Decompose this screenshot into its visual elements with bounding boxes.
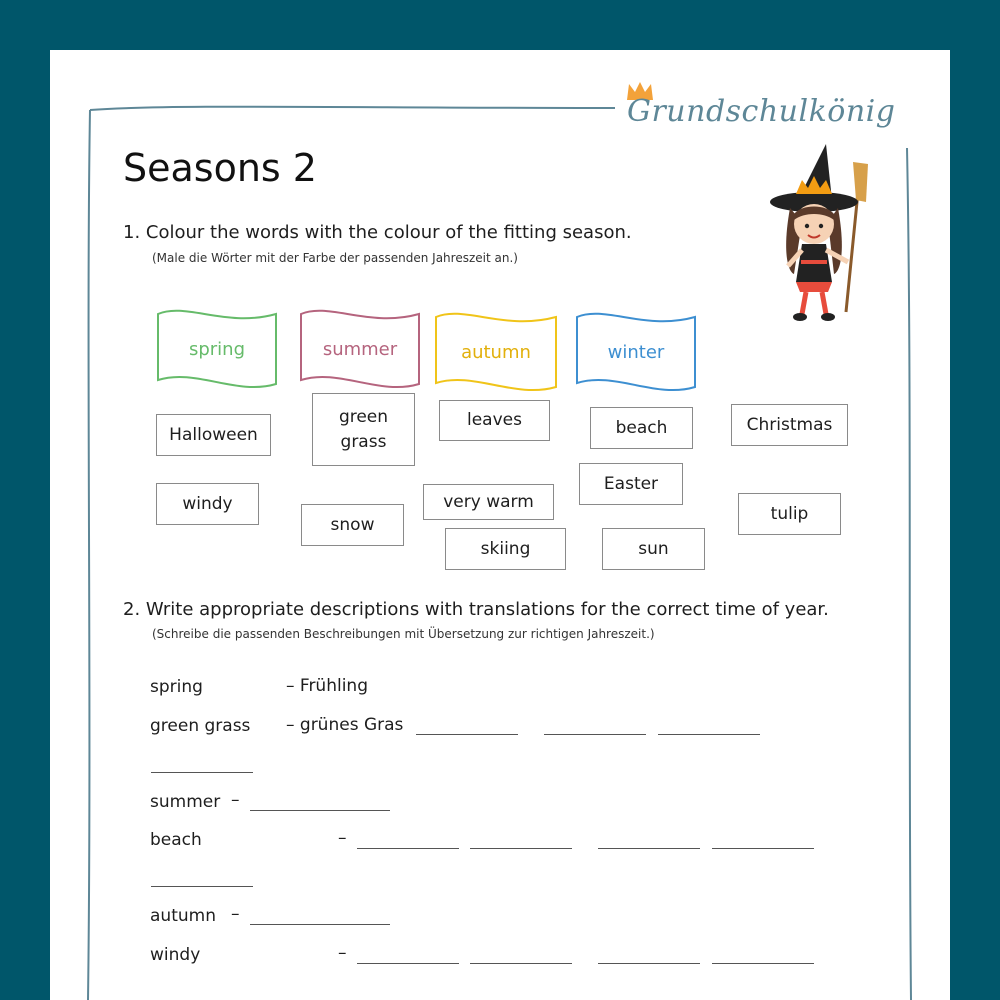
season-flag-autumn	[434, 311, 558, 393]
answer-blank[interactable]	[598, 963, 700, 964]
row-spring-translation: – Frühling	[286, 676, 368, 696]
season-label-autumn: autumn	[461, 341, 531, 363]
season-flag-spring	[156, 308, 278, 390]
dash: –	[338, 943, 347, 963]
answer-blank[interactable]	[250, 924, 390, 925]
answer-blank[interactable]	[712, 963, 814, 964]
word-box-green-grass[interactable]	[312, 393, 415, 466]
word-box-halloween[interactable]: Halloween	[156, 414, 271, 456]
answer-blank[interactable]	[357, 848, 459, 849]
word-box-windy[interactable]: windy	[156, 483, 259, 525]
answer-blank[interactable]	[470, 848, 572, 849]
answer-blank[interactable]	[470, 963, 572, 964]
worksheet	[50, 50, 950, 1000]
task-1-instruction: 1. Colour the words with the colour of the fitting season.	[123, 222, 632, 243]
answer-blank[interactable]	[151, 772, 253, 773]
word-box-beach[interactable]: beach	[590, 407, 693, 449]
row-summer-word: summer	[150, 792, 221, 812]
task-2-instruction: 2. Write appropriate descriptions with translations for the correct time of year.	[123, 599, 829, 620]
answer-blank[interactable]	[416, 734, 518, 735]
dash: –	[231, 904, 240, 924]
task-1-translation: (Male die Wörter mit der Farbe der passenden Jahreszeit an.)	[152, 251, 518, 265]
row-green-grass-word: green grass	[150, 716, 251, 736]
word-box-very-warm[interactable]: very warm	[423, 484, 554, 520]
season-flag-summer	[299, 308, 421, 390]
row-beach-word: beach	[150, 830, 202, 850]
answer-blank[interactable]	[658, 734, 760, 735]
season-flag-winter	[575, 311, 697, 393]
word-box-snow[interactable]: snow	[301, 504, 404, 546]
season-label-summer: summer	[322, 338, 398, 360]
answer-blank[interactable]	[250, 810, 390, 811]
page-title: Seasons 2	[123, 146, 317, 190]
word-box-skiing[interactable]: skiing	[445, 528, 566, 570]
answer-blank[interactable]	[598, 848, 700, 849]
word-box-easter[interactable]: Easter	[579, 463, 683, 505]
dash: –	[338, 828, 347, 848]
witch-illustration	[768, 142, 878, 322]
word-box-label: green grass	[338, 406, 389, 452]
row-windy-word: windy	[150, 945, 201, 965]
answer-blank[interactable]	[151, 886, 253, 887]
season-label-spring: spring	[188, 338, 246, 360]
word-box-sun[interactable]: sun	[602, 528, 705, 570]
answer-blank[interactable]	[357, 963, 459, 964]
row-green-grass-translation: – grünes Gras	[286, 715, 404, 735]
answer-blank[interactable]	[544, 734, 646, 735]
brand-logo	[627, 88, 927, 138]
brand-name: Grundschulkönig	[627, 94, 896, 129]
answer-blank[interactable]	[712, 848, 814, 849]
task-2-translation: (Schreibe die passenden Beschreibungen mit Übersetzung zur richtigen Jahreszeit.)	[152, 627, 655, 641]
word-box-tulip[interactable]: tulip	[738, 493, 841, 535]
row-autumn-word: autumn	[150, 906, 216, 926]
word-box-christmas[interactable]: Christmas	[731, 404, 848, 446]
dash: –	[231, 790, 240, 810]
season-label-winter: winter	[607, 341, 665, 363]
word-box-leaves[interactable]: leaves	[439, 400, 550, 441]
row-spring-word: spring	[150, 677, 203, 697]
